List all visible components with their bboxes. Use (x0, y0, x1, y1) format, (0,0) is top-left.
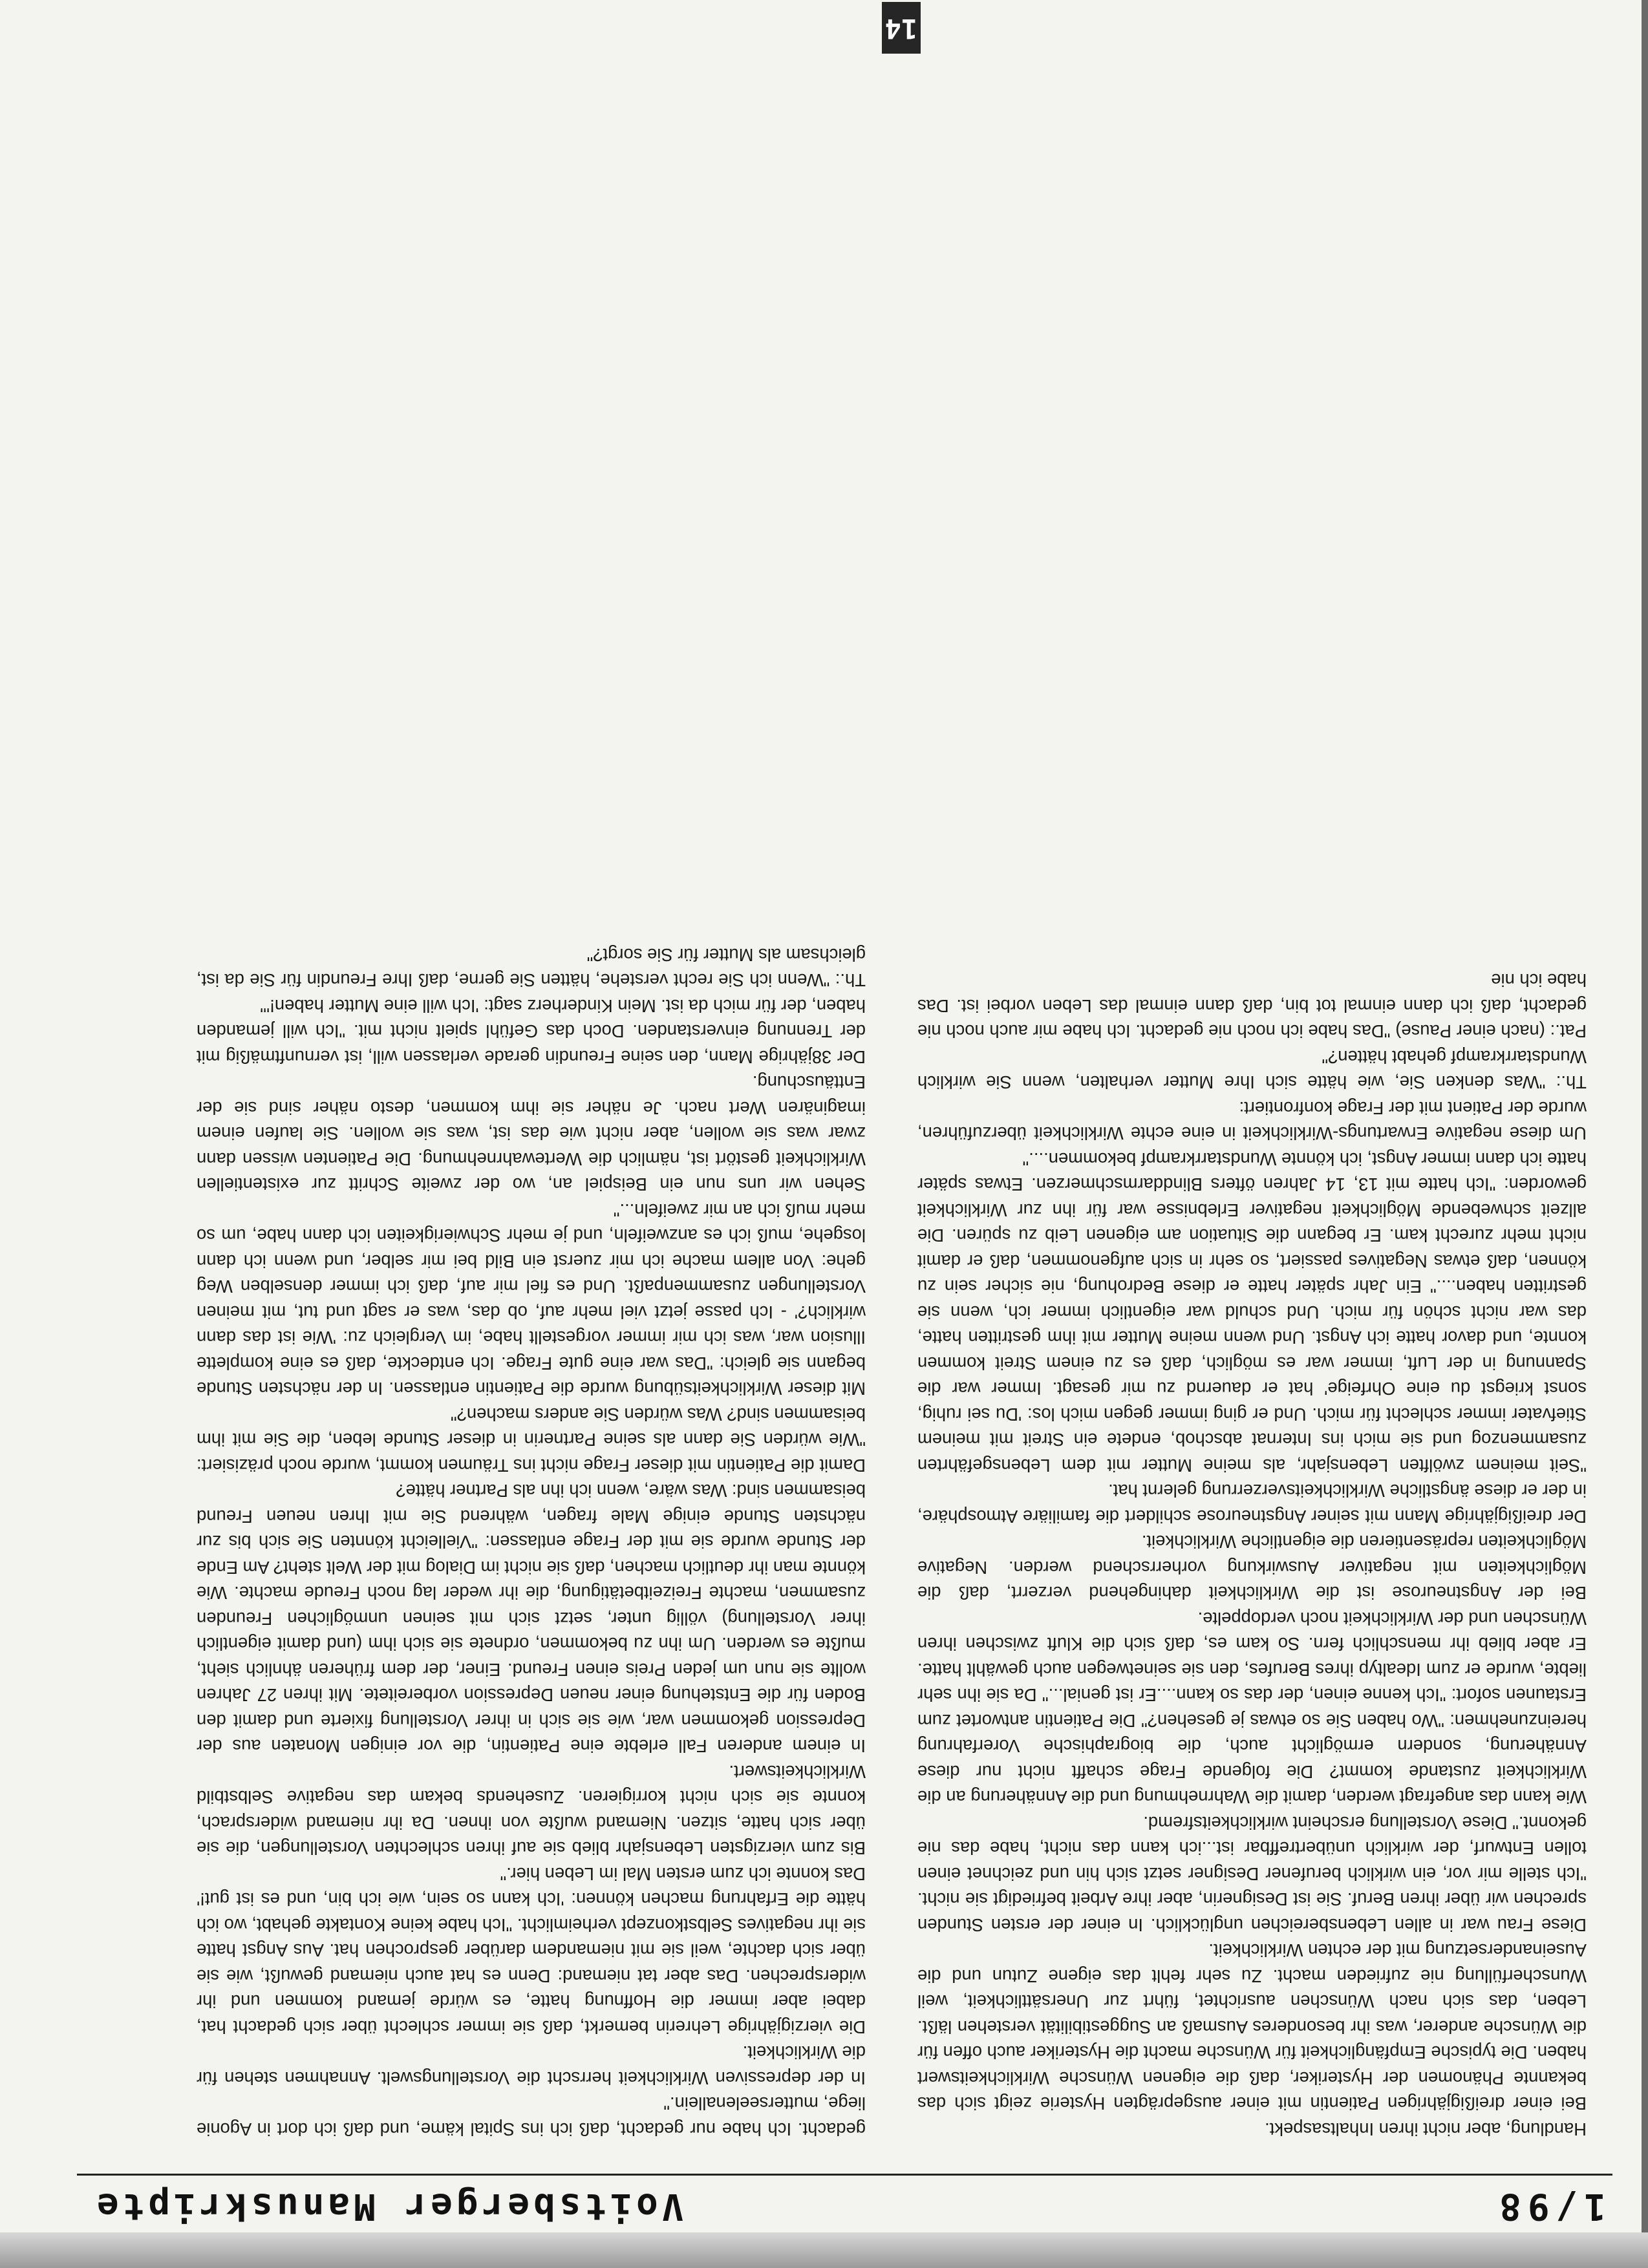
right-column (197, 151, 866, 2142)
paragraph: Bei der Angstneurose ist die Wirklichkeit dahingehend verzerrt, daß die Möglichkeiten mit negativer Auswirkung vorherrschend werden. Negative Möglichkeiten repräsentieren die eigentliche Wirklichkeit. (917, 1532, 1587, 1604)
paragraph: Th.: "Wenn ich Sie recht verstehe, hätten Sie gerne, daß Ihre Freundin für Sie da ist, gleichsam als Mutter für Sie sorgt?" (197, 945, 866, 991)
paragraph: Mit dieser Wirklichkeitsübung wurde die Patientin entlassen. In der nächsten Stunde begann sie gleich: "Das war eine gute Frage. Ich entdeckte, daß es eine komplette Illusion war, was ich mir immer vorgestellt habe, im Vergleich zu: 'Wie ist das dann wirklich?' - Ich passe jetzt viel mehr auf, ob das, was er sagt und tut, mit meinen Vorstellungen zusammenpaßt. Und es fiel mir auf, daß ich immer denselben Weg gehe: Von allem mache ich mir zuerst ein Bild bei mir selber, und wenn ich dann losgehe, muß ich es anzweifeln, und je mehr Schwierigkeiten ich dann habe, um so mehr muß ich an mir zweifeln..." (197, 1200, 866, 1399)
paragraph: Um diese negative Erwartungs-Wirklichkeit in eine echte Wirklichkeit überzuführen, wurde der Patient mit der Frage konfrontiert: (917, 1098, 1587, 1144)
paragraph: gedacht. Ich habe nur gedacht, daß ich ins Spital käme, und daß ich dort in Agonie liege, mutterseelenallein." (197, 2093, 866, 2139)
paragraph: Bei einer dreißigjährigen Patientin mit einer ausgeprägten Hysterie zeigt sich das bekannte Phänomen der Hysteriker, daß die eigenen Wünsche Wirklichkeitswert haben. Die typische Empfänglichkeit für Wünsche macht die Hysteriker auch offen für die Wünsche anderer, was ihr besonderes Ausmaß an Suggestibilität verstehen läßt. Leben, das sich nach Wünschen ausrichtet, führt zur Unersättlichkeit, weil Wunscherfüllung nie zufrieden macht. Zu sehr fehlt das eigene Zutun und die Auseinandersetzung mit der echten Wirklichkeit. (917, 1940, 1587, 2114)
paragraph: In der depressiven Wirklichkeit herrscht die Vorstellungswelt. Annahmen stehen für die Wirklichkeit. (197, 2042, 866, 2088)
scan-border-right (1642, 0, 1648, 2268)
issue-number: 1/98 (1493, 2185, 1606, 2227)
header-rule (77, 2174, 1612, 2176)
paragraph: Der dreißigjährige Mann mit seiner Angstneurose schildert die familiäre Atmosphäre, in der er diese ängstliche Wirklichkeitsverzerrung gelernt hat. (917, 1481, 1587, 1527)
paragraph: Sehen wir uns nun ein Beispiel an, wo der zweite Schritt zur existentiellen Wirklichkeit gestört ist, nämlich die Wertewahrnehmung. Die Patienten wissen dann zwar was sie wollen, aber nicht wie das ist, was sie wollen. Sie laufen einem imaginären Wert nach. Je näher sie ihm kommen, desto näher sind sie der Enttäuschung. (197, 1072, 866, 1195)
paragraph: Wie kann das angefragt werden, damit die Wahrnehmung und die Annäherung an die Wirklichkeit zustande kommt? Die folgende Frage schafft nicht nur diese Annäherung, sondern ermöglicht auch, die biographische Vorerfahrung hereinzunehmen: "Wo haben Sie so etwas je gesehen?" Die Patientin antwortet zum Erstaunen sofort: "Ich kenne einen, der das so kann....Er ist genial..." Da sie ihn sehr liebte, wurde er zum Idealtyp ihres Berufes, den sie seinetwegen auch gewählt hatte. Er aber blieb ihr menschlich fern. So kam es, daß sich die Kluft zwischen ihren Wünschen und der Wirklichkeit noch verdoppelte. (917, 1609, 1587, 1808)
paragraph: Bis zum vierzigsten Lebensjahr blieb sie auf ihren schlechten Vorstellungen, die sie über sich hatte, sitzen. Niemand wußte von ihnen. Da ihr niemand widersprach, konnte sie sich nicht korrigieren. Zusehends bekam das negative Selbstbild Wirklichkeitswert. (197, 1762, 866, 1859)
page-number: 14 (884, 13, 918, 45)
paragraph: Die vierzigjährige Lehrerin bemerkt, daß sie immer schlecht über sich gedacht hat, dabei aber immer die Hoffnung hatte, es würde jemand kommen und ihr widersprechen. Das aber tat niemand: Denn es hat auch niemand gewußt, wie sie über sich dachte, weil sie mit niemandem darüber gesprochen hat. Aus Angst hatte sie ihr negatives Selbstkonzept verheimlicht. "Ich habe keine Kontakte gehabt, wo ich hätte die Erfahrung machen können: 'Ich kann so sein, wie ich bin, und es ist gut!' Das konnte ich zum ersten Mal im Leben hier." (197, 1864, 866, 2037)
paragraph: "Seit meinem zwölften Lebensjahr, als meine Mutter mit dem Lebensgefährten zusammenzog und sie mich ins Internat abschob, endete ein Streit mit meinem Stiefvater immer schlecht für mich. Und er ging immer gegen mich los: 'Du sei ruhig, sonst kriegst du eine Ohrfeige' hat er dauernd zu mir gesagt. Immer war die Spannung in der Luft, immer war es möglich, daß es zu einem Streit kommen konnte, und davor hatte ich Angst. Und wenn meine Mutter mit ihm gestritten hatte, das war nicht schön für mich. Und schuld war eigentlich immer ich, wenn sie gestritten haben...." Ein Jahr später hatte er diese Bedrohung, nie sicher sein zu können, daß etwas Negatives passiert, so sehr in sich aufgenommen, daß er damit nicht mehr zurecht kam. Er begann die Situation am eigenen Leib zu spüren. Die allzeit schwebende Möglichkeit negativer Erlebnisse war für ihn zur Wirklichkeit geworden: "Ich hatte mit 13, 14 Jahren öfters Blinddarmschmerzen. Etwas später hatte ich dann immer Angst, ich könnte Wundstarrkrampf bekommen...." (917, 1149, 1587, 1476)
journal-title: Voitsberger Manuskripte (93, 2185, 684, 2227)
left-column (917, 151, 1587, 2142)
paragraph: In einem anderen Fall erlebte eine Patientin, die vor einigen Monaten aus der Depression gekommen war, wie sie sich in ihrer Vorstellung fixierte und damit den Boden für die Entstehung einer neuen Depression vorbereitete. Mit ihren 27 Jahren wollte sie nun um jeden Preis einen Freund. Einer, der dem früheren ähnlich sieht, mußte es werden. Um ihn zu bekommen, ordnete sie sich ihm (und damit eigentlich ihrer Vorstellung) völlig unter, setzt sich mit seinen unmöglichen Freunden zusammen, machte Freizeitbetätigung, die ihr weder lag noch Freude machte. Wie könnte man ihr deutlich machen, daß sie nicht im Dialog mit der Welt steht? Am Ende der Stunde wurde sie mit der Frage entlassen: "Vielleicht könnten Sie sich bis zur nächsten Stunde einige Male fragen, während Sie mit Ihren neuen Freund beisammen sind: Was wäre, wenn ich ihn als Partner hätte? (197, 1481, 866, 1757)
paragraph: Handlung, aber nicht ihren Inhaltsaspekt. (1265, 2119, 1587, 2139)
paragraph: Th.: "Was denken Sie, wie hätte sich Ihre Mutter verhalten, wenn Sie wirklich Wundstarrkrampf gehabt hätten?" (917, 1047, 1587, 1093)
paragraph: Damit die Patientin mit dieser Frage nicht ins Träumen kommt, wurde noch präzisiert: "Wie würden Sie dann als seine Partnerin in dieser Stunde leben, die Sie mit ihm beisammen sind? Was würden Sie anders machen?" (197, 1404, 866, 1476)
scan-border-bottom (0, 2232, 1648, 2268)
page-number-box (882, 2, 921, 54)
page-header (77, 2174, 1612, 2232)
paragraph: Pat.: (nach einer Pause) "Das habe ich noch nie gedacht. Ich habe mir auch noch nie gedacht, daß ich dann einmal tot bin, daß dann einmal das Leben vorbei ist. Das habe ich nie (917, 970, 1587, 1042)
paragraph: Der 38jährige Mann, den seine Freundin gerade verlassen will, ist vernunftmäßig mit der Trennung einverstanden. Doch das Gefühl spielt nicht mit. "Ich will jemanden haben, der für mich da ist. Mein Kinderherz sagt: 'Ich will eine Mutter haben!'" (197, 996, 866, 1067)
paragraph: Diese Frau war in allen Lebensbereichen unglücklich. In einer der ersten Stunden sprechen wir über ihren Beruf. Sie ist Designerin, aber ihre Arbeit befriedigt sie nicht. "Ich stelle mir vor, ein wirklich berufener Designer setzt sich hin und zeichnet einen tollen Entwurf, der wirklich unübertreffbar ist...ich kann das nicht, habe das nie gekonnt." Diese Vorstellung erscheint wirklichkeitsfremd. (917, 1813, 1587, 1935)
